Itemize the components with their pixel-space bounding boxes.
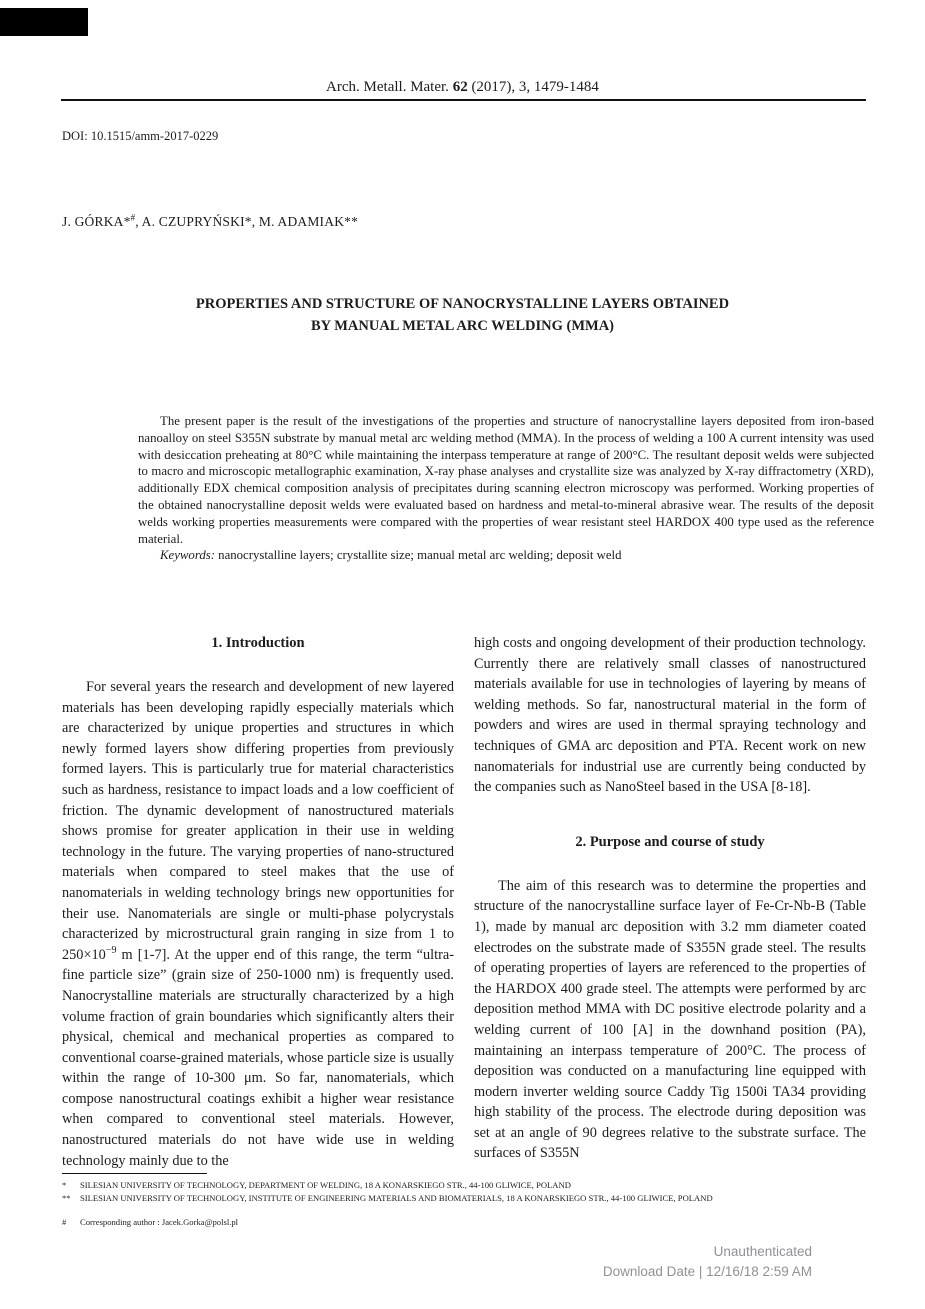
footnote-corresponding-author [62,1216,862,1229]
column-right [474,633,866,1164]
purpose-paragraph: The aim of this research was to determine the properties and structure of the nanocrystalline surface layer of Fe-Cr-Nb-B (Table 1), made by manual arc deposition with 3.2 mm diameter coated electrodes on the substrate made of S355N grade steel. The results of operating properties of layers are referenced to the properties of the HARDOX 400 grade steel. The attempts were performed by arc deposition method MMA with DC positive electrode polarity and a welding current of 100 [A] in the downhand position (PA), maintaining an interpass temperature of 200°C. The process of deposition was conducted on a manufacturing line equipped with modern inverter welding source Caddy Tig 1500i TA34 providing high stability of the process. The electrode during deposition was set at an angle of 90 degrees relative to the substrate surface. The surfaces of S355N [474,877,866,1162]
corner-redaction-box [0,8,88,36]
footnotes-block [62,1179,862,1229]
keywords-label: Keywords: [160,548,215,563]
authors-rest: , A. CZUPRYŃSKI*, M. ADAMIAK** [135,214,359,229]
journal-volume: 62 [452,79,468,95]
download-date-label: Download Date | 12/16/18 2:59 AM [602,1263,812,1279]
introduction-text-after-sup: m [1-7]. At the upper end of this range, the term “ultra-fine particle size” (grain size of 250-1000 nm) is frequently used. Nanocrystalline materials are structurally characterized by a high volume fraction of grain boundaries which significantly alters their physical, chemical and mechanical properties as compared to conventional coarse-grained materials, whose particle size is usually within the range of 10-300 μm. So far, nanomaterials, which compose nanostructural coatings exhibit a higher wear resistance when compared to conventional steel materials. However, nanostructured materials do not have wide use in welding technology mainly due to the [62,946,454,1169]
authors-line [62,214,358,230]
column-left [62,633,454,1171]
abstract-text: The present paper is the result of the investigations of the properties and structure of nanocrystalline layers deposited from iron-based nanoalloy on steel S355N substrate by manual metal arc welding method (MMA). In the process of welding a 100 A current intensity was used with desiccation preheating at 80°C while maintaining the interpass temperature at range of 200°C. The resultant deposit welds were subjected to macro and microscopic metallographic examination, X-ray phase analyses and crystallite size was analyzed by X-ray diffractometry (XRD), additionally EDX chemical composition analysis of precipitates during scanning electron microscopy was performed. Working properties of the obtained nanocrystalline deposit welds were evaluated based on hardness and metal-to-mineral abrasive wear. The results of the deposit welds working properties measurements were compared with the properties of wear resistant steel HARDOX 400 type used as the reference material. [138,414,874,546]
footnote-marker-2: ** [62,1193,71,1203]
journal-citation-prefix: Arch. Metall. Mater. [326,79,453,95]
paper-title-line1: PROPERTIES AND STRUCTURE OF NANOCRYSTALLINE LAYERS OBTAINED [195,296,730,312]
journal-citation-suffix: (2017), 3, 1479-1484 [467,79,599,95]
download-stamp [603,1242,812,1281]
exponent-minus-nine: −9 [105,944,117,956]
footnote-marker-1: * [62,1180,67,1190]
introduction-continuation-paragraph: high costs and ongoing development of their production technology. Currently there are relatively small classes of nanostructured materials available for use in technologies of layering by means of welding methods. So far, nanostructural material in the form of powders and wires are used in thermal spraying technology and techniques of GMA arc deposition and PTA. Recent work on new nanomaterials for industrial use are currently being conducted by the companies such as NanoSteel based in the USA [8-18]. [474,635,866,796]
keywords-line [138,547,874,564]
introduction-text-before-sup: For several years the research and development of new layered materials has been developing rapidly especially materials which are characterized by unique properties and structures in which newly formed layers show differing properties from previously formed layers. This is particularly true for material characteristics such as hardness, resistance to impact loads and a low coefficient of friction. The dynamic development of nanostructured materials shows promise for greater application in their use in welding technology in the future. The varying properties of nano-structured materials when compared to steel makes that the use of nanomaterials in welding technology brings new opportunities for their use. Nanomaterials are single or multi-phase polycrystals characterized by microstructural grain ranging in size from 1 to 250×10 [62,679,454,963]
keywords-text: nanocrystalline layers; crystallite size; manual metal arc welding; deposit weld [214,548,622,563]
paper-title [0,294,925,337]
section-heading-introduction: 1. Introduction [211,635,305,651]
author-corresponding-mark: # [130,212,136,223]
doi-line: DOI: 10.1515/amm-2017-0229 [62,129,219,143]
footnote-text-3: Corresponding author : Jacek.Gorka@polsl.pl [80,1217,239,1227]
author-first: J. GÓRKA* [62,214,131,229]
footnote-affiliation-1 [62,1179,862,1192]
footnote-text-1: SILESIAN UNIVERSITY OF TECHNOLOGY, DEPARTMENT OF WELDING, 18 A KONARSKIEGO STR., 44-100 GLIWICE, POLAND [80,1180,571,1190]
unauthenticated-label: Unauthenticated [713,1244,812,1259]
header-rule [61,99,866,101]
abstract-block [138,413,874,564]
journal-citation [0,79,925,96]
paper-title-line2: BY MANUAL METAL ARC WELDING (MMA) [310,317,615,334]
footnote-marker-3: # [62,1217,67,1227]
footnote-text-2: SILESIAN UNIVERSITY OF TECHNOLOGY, INSTITUTE OF ENGINEERING MATERIALS AND BIOMATERIALS, 18 A KONARSKIEGO STR., 44-100 GLIWICE, POLAND [80,1193,713,1203]
footnote-rule [62,1173,207,1174]
footnote-affiliation-2 [62,1192,862,1205]
section-heading-purpose: 2. Purpose and course of study [575,833,765,850]
introduction-paragraph [62,677,454,1171]
